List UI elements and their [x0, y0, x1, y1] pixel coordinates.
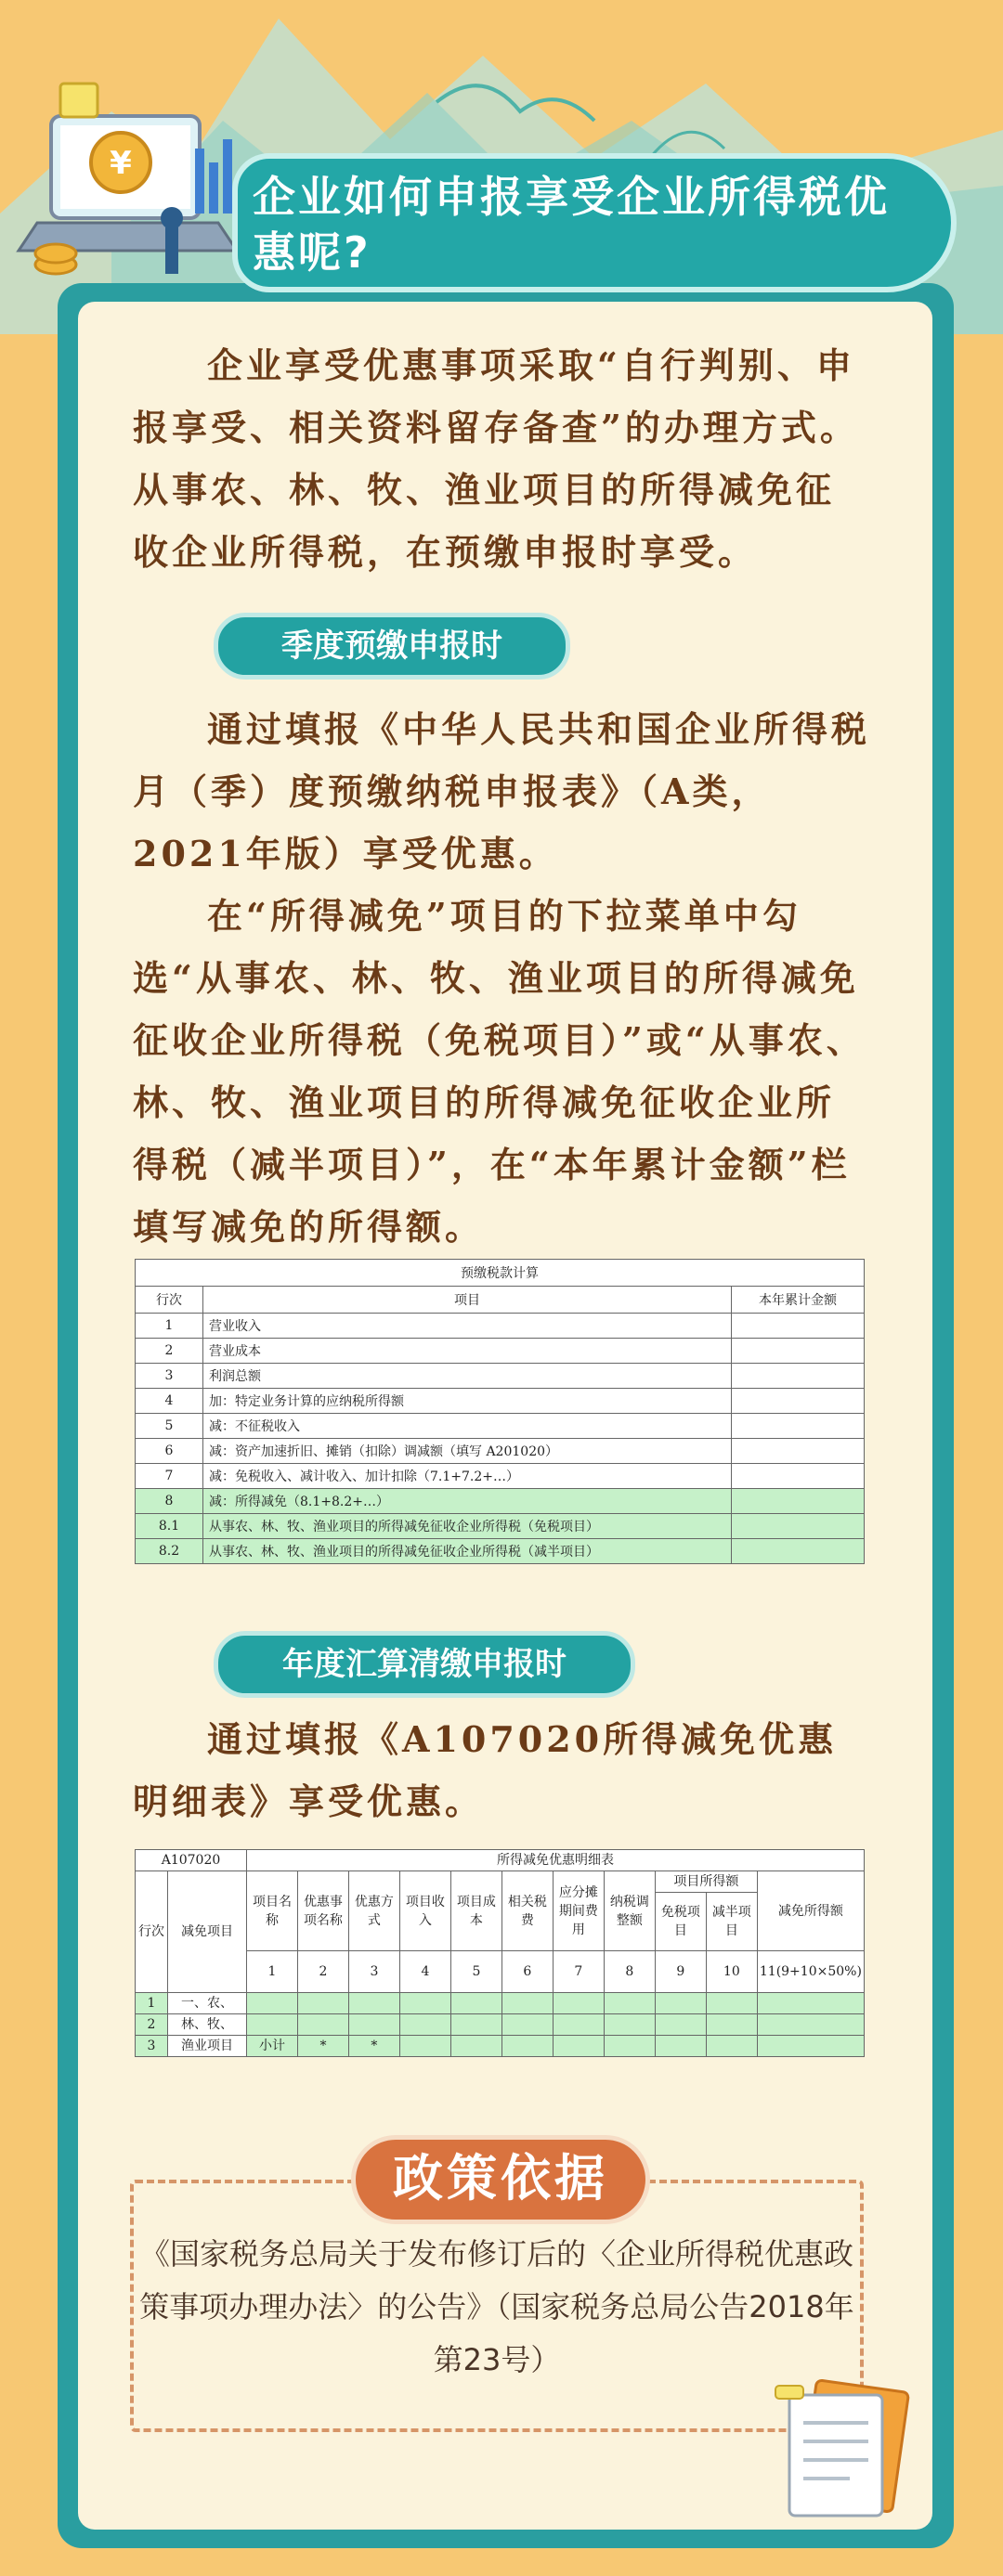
header-project-income-amount: 项目所得额 [655, 1871, 757, 1893]
table-row [136, 2014, 865, 2036]
row-item: 减：免税收入、减计收入、加计扣除（7.1+7.2+…） [203, 1464, 732, 1489]
title-line-1: 企业如何申报享受企业所得税优 [253, 172, 890, 222]
row-number: 1 [136, 1993, 168, 2014]
table-row [136, 1414, 865, 1439]
row-item: 从事农、林、牧、渔业项目的所得减免征收企业所得税（免税项目） [203, 1514, 732, 1539]
row-item: 营业收入 [203, 1314, 732, 1339]
table-caption: 所得减免优惠明细表 [246, 1850, 864, 1871]
column-number: 7 [553, 1951, 604, 1993]
header-project-name: 项目名称 [246, 1871, 297, 1951]
row-amount [732, 1539, 865, 1564]
row-number: 7 [136, 1464, 203, 1489]
table-row-highlighted [136, 1539, 865, 1564]
column-number: 9 [655, 1951, 706, 1993]
row-project-name: 小计 [246, 2036, 297, 2057]
policy-heading: 政策依据 [351, 2135, 650, 2224]
row-benefit-method: * [348, 2036, 399, 2057]
header-exempt-project: 免税项目 [655, 1893, 706, 1951]
table-row [136, 1439, 865, 1464]
table-row [136, 1314, 865, 1339]
header-benefit-name: 优惠事项名称 [297, 1871, 348, 1951]
row-item: 减：不征税收入 [203, 1414, 732, 1439]
row-amount [732, 1364, 865, 1389]
row-amount [732, 1389, 865, 1414]
row-item: 从事农、林、牧、渔业项目的所得减免征收企业所得税（减半项目） [203, 1539, 732, 1564]
header-project-income: 项目收入 [399, 1871, 450, 1951]
header-half-project: 减半项目 [706, 1893, 757, 1951]
header-amount: 本年累计金额 [732, 1287, 865, 1314]
header-row-number: 行次 [136, 1287, 203, 1314]
document-stack-icon [771, 2367, 929, 2534]
column-number: 1 [246, 1951, 297, 1993]
table-row-highlighted [136, 1514, 865, 1539]
column-number: 11(9+10×50%) [757, 1951, 864, 1993]
header-related-tax: 相关税费 [502, 1871, 553, 1951]
column-number: 2 [297, 1951, 348, 1993]
title-line-2: 惠呢? [253, 227, 371, 278]
table-row [136, 2036, 865, 2057]
row-item: 减：所得减免（8.1+8.2+…） [203, 1489, 732, 1514]
annual-paragraph: 通过填报《A107020所得减免优惠明细表》享受优惠。 [133, 1718, 838, 1822]
section-heading-annual: 年度汇算清缴申报时 [214, 1631, 635, 1698]
prepay-tax-table [135, 1259, 865, 1564]
table-code: A107020 [136, 1850, 247, 1871]
row-amount [732, 1314, 865, 1339]
policy-text: 《国家税务总局关于发布修订后的〈企业所得税优惠政策事项办理办法〉的公告》（国家税务总局公告2018年第23号） [139, 2236, 854, 2377]
row-amount [732, 1339, 865, 1364]
income-reduction-detail-table [135, 1849, 865, 2057]
quarterly-paragraph-2: 在“所得减免”项目的下拉菜单中勾选“从事农、林、牧、渔业项目的所得减免征收企业所得税（免税项目）”或“从事农、林、牧、渔业项目的所得减免征收企业所得税（减半项目）”，在“本年累计金额”栏填写减免的所得额。 [133, 895, 866, 1248]
table-row [136, 1993, 865, 2014]
row-item: 加：特定业务计算的应纳税所得额 [203, 1389, 732, 1414]
row-number: 2 [136, 1339, 203, 1364]
row-amount [732, 1439, 865, 1464]
table-row-highlighted [136, 1489, 865, 1514]
table-row [136, 1364, 865, 1389]
row-item: 利润总额 [203, 1364, 732, 1389]
header-reduction-item: 减免项目 [167, 1871, 246, 1993]
column-number: 3 [348, 1951, 399, 1993]
row-number: 2 [136, 2014, 168, 2036]
page-title [253, 169, 931, 280]
row-item: 减：资产加速折旧、摊销（扣除）调减额（填写 A201020） [203, 1439, 732, 1464]
table-row [136, 1339, 865, 1364]
row-amount [732, 1464, 865, 1489]
column-number: 10 [706, 1951, 757, 1993]
header-benefit-method: 优惠方式 [348, 1871, 399, 1951]
column-number: 5 [450, 1951, 502, 1993]
row-number: 4 [136, 1389, 203, 1414]
table-row [136, 1389, 865, 1414]
section-heading-quarterly: 季度预缴申报时 [214, 613, 570, 680]
row-item: 营业成本 [203, 1339, 732, 1364]
row-number: 8 [136, 1489, 203, 1514]
header-item: 项目 [203, 1287, 732, 1314]
header-row-number: 行次 [136, 1871, 168, 1993]
row-reduction-item: 林、牧、 [167, 2014, 246, 2036]
svg-text:¥: ¥ [110, 145, 132, 182]
row-reduction-item: 一、农、 [167, 1993, 246, 2014]
header-allocated-expense: 应分摊期间费用 [553, 1871, 604, 1951]
row-number: 8.1 [136, 1514, 203, 1539]
row-amount [732, 1514, 865, 1539]
row-number: 5 [136, 1414, 203, 1439]
table-caption: 预缴税款计算 [136, 1260, 865, 1287]
column-number: 4 [399, 1951, 450, 1993]
row-amount [732, 1414, 865, 1439]
column-number: 6 [502, 1951, 553, 1993]
quarterly-paragraph-1: 通过填报《中华人民共和国企业所得税月（季）度预缴纳税申报表》（A类，2021年版）享受优惠。 [133, 708, 871, 874]
intro-paragraph: 企业享受优惠事项采取“自行判别、申报享受、相关资料留存备查”的办理方式。从事农、林、牧、渔业项目的所得减免征收企业所得税，在预缴申报时享受。 [133, 344, 859, 573]
row-amount [732, 1489, 865, 1514]
header-reduced-income: 减免所得额 [757, 1871, 864, 1951]
row-number: 1 [136, 1314, 203, 1339]
row-benefit-name: * [297, 2036, 348, 2057]
laptop-coin-icon [9, 74, 260, 288]
row-number: 3 [136, 1364, 203, 1389]
header-tax-adjustment: 纳税调整额 [604, 1871, 655, 1951]
table-row [136, 1464, 865, 1489]
row-reduction-item: 渔业项目 [167, 2036, 246, 2057]
row-number: 6 [136, 1439, 203, 1464]
row-number: 3 [136, 2036, 168, 2057]
row-number: 8.2 [136, 1539, 203, 1564]
header-project-cost: 项目成本 [450, 1871, 502, 1951]
column-number: 8 [604, 1951, 655, 1993]
